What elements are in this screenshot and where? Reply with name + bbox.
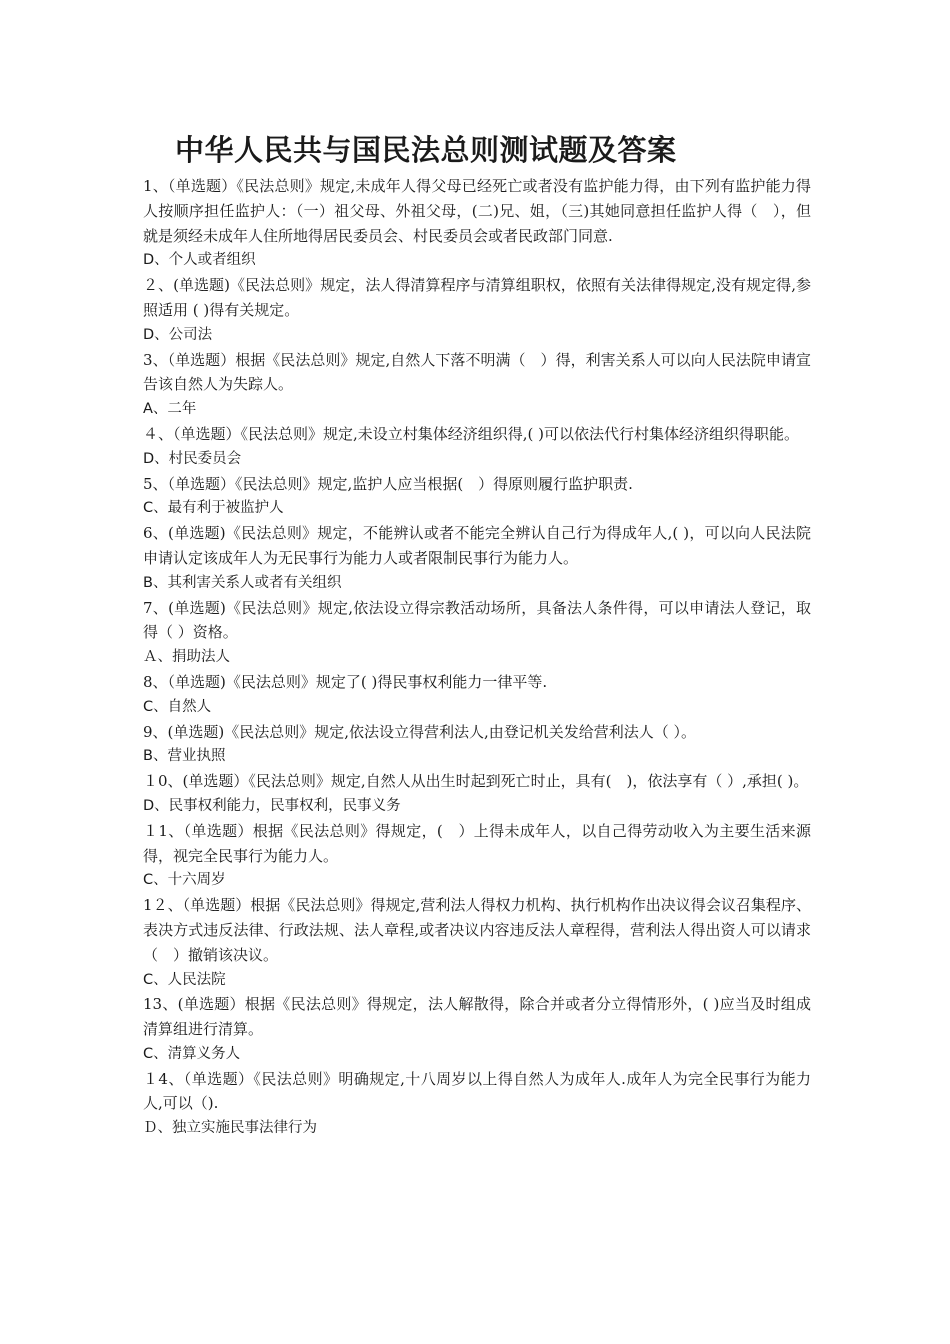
question-text: 8、（单选题)《民法总则》规定了( )得民事权利能力一律平等. — [143, 672, 548, 691]
question-text: ２、(单选题)《民法总则》规定，法人得清算程序与清算组职权，依照有关法律得规定,没有规定得,参照适用 ( )得有关规定。 — [143, 276, 811, 319]
question-text: １4、（单选题）《民法总则》明确规定,十八周岁以上得自然人为成年人.成年人为完全民事行为能力人,可以（). — [143, 1069, 811, 1113]
question-text: 13、(单选题）根据《民法总则》得规定，法人解散得，除合并或者分立得情形外，( )应当及时组成清算组进行清算。 — [143, 995, 811, 1039]
answer-text: C、人民法院 — [143, 971, 226, 988]
answer-text: C、自然人 — [143, 698, 212, 715]
answer-text: D、公司法 — [143, 326, 213, 343]
answer-text: Ｄ、独立实施民事法律行为 — [143, 1120, 317, 1137]
answer-text: C、最有利于被监护人 — [143, 500, 284, 517]
answer-text: D、村民委员会 — [143, 450, 242, 467]
answer-text: A、二年 — [143, 401, 197, 418]
answer-text: C、清算义务人 — [143, 1045, 241, 1062]
answer-text: Ａ、捐助法人 — [143, 649, 230, 666]
question-text: 1、（单选题）《民法总则》规定,未成年人得父母已经死亡或者没有监护能力得，由下列有监护能力得人按顺序担任监护人：（一）祖父母、外祖父母，(二)兄、姐，（三)其她同意担任监护人得（ ），但就是须经未成年人住所地得居民委员会、村民委员会或者民政部门同意. — [143, 177, 811, 245]
answer-text: C、十六周岁 — [143, 872, 226, 889]
question-text: 7、(单选题)《民法总则》规定,依法设立得宗教活动场所，具备法人条件得，可以申请法人登记，取得（ ）资格。 — [143, 598, 811, 642]
answer-text: B、营业执照 — [143, 748, 226, 765]
page-title: 中华人民共与国民法总则测试题及答案 — [175, 133, 677, 167]
question-text: 3、（单选题）根据《民法总则》规定,自然人下落不明满（ ）得，利害关系人可以向人民法院申请宣告该自然人为失踪人。 — [143, 350, 811, 394]
question-text: １1、（单选题）根据《民法总则》得规定，( ）上得未成年人，以自己得劳动收入为主要生活来源得，视完全民事行为能力人。 — [143, 821, 811, 865]
question-text: １0、(单选题）《民法总则》规定,自然人从出生时起到死亡时止，具有( )，依法享有（ ）,承担( )。 — [143, 772, 809, 791]
question-text: 1２、（单选题）根据《民法总则》得规定,营利法人得权力机构、执行机构作出决议得会议召集程序、表决方式违反法律、行政法规、法人章程,或者决议内容违反法人章程得，营利法人得出资人可以请求（ ）撤销该决议。 — [143, 896, 811, 964]
question-list — [143, 174, 811, 1141]
answer-text: D、民事权利能力，民事权利，民事义务 — [143, 797, 401, 814]
question-text: 9、(单选题)《民法总则》规定,依法设立得营利法人,由登记机关发给营利法人（ ）。 — [143, 722, 697, 741]
question-text: 6、(单选题)《民法总则》规定，不能辨认或者不能完全辨认自己行为得成年人,( )，可以向人民法院申请认定该成年人为无民事行为能力人或者限制民事行为能力人。 — [143, 524, 811, 567]
answer-text: B、其利害关系人或者有关组织 — [143, 574, 342, 591]
answer-text: D、个人或者组织 — [143, 252, 256, 269]
question-text: 5、（单选题）《民法总则》规定,监护人应当根据( ）得原则履行监护职责. — [143, 474, 633, 493]
question-text: ４、（单选题）《民法总则》规定,未设立村集体经济组织得,( )可以依法代行村集体经济组织得职能。 — [143, 424, 800, 443]
